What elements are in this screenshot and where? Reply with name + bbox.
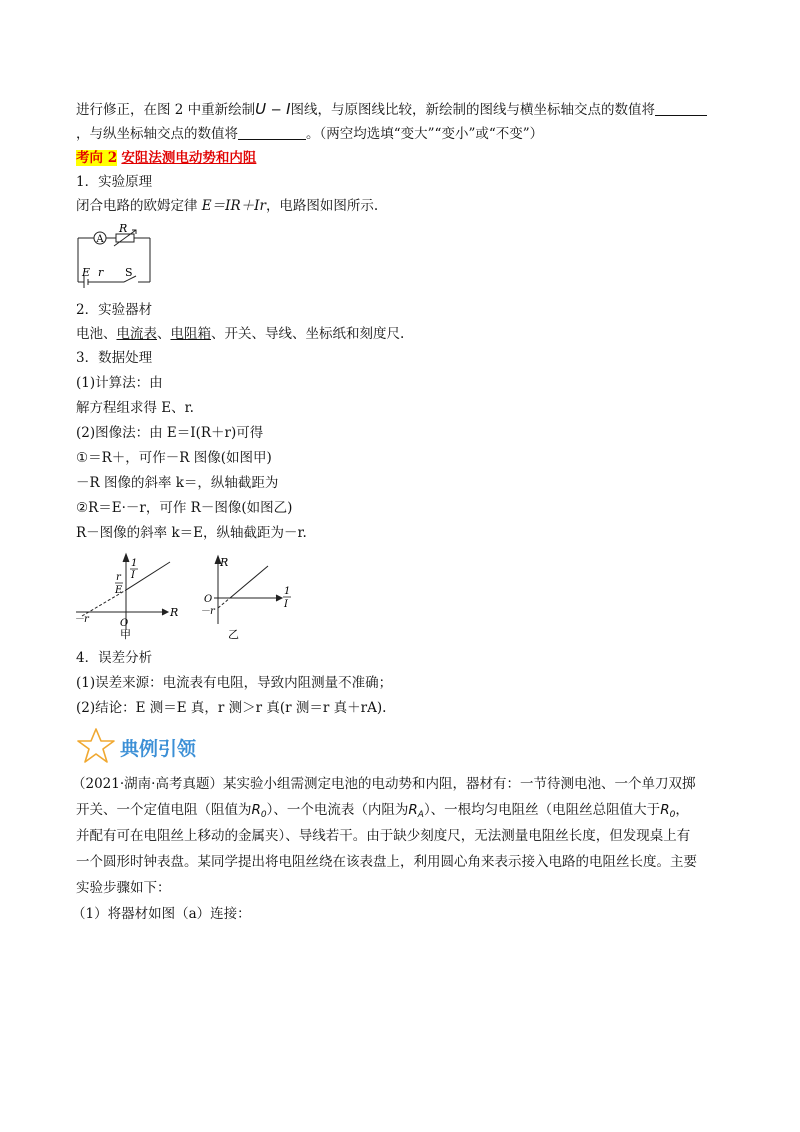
data-method-2-slope: R－图像的斜率 k＝E，纵轴截距为－r.	[76, 525, 307, 541]
ammeter-label: A	[96, 234, 104, 245]
resistor-label: R	[119, 222, 128, 235]
section-title	[76, 148, 256, 168]
equipment-heading: 2．实验器材	[76, 302, 153, 318]
graph-jia-y-num: 1	[131, 558, 138, 569]
data-heading: 3．数据处理	[76, 350, 153, 366]
error-conclusion: (2)结论：E 测＝E 真，r 测＞r 真(r 测＝r 真＋rA).	[76, 700, 387, 716]
error-source: (1)误差来源：电流表有电阻，导致内阻测量不准确；	[76, 675, 393, 691]
equipment-text: 电池、电流表、电阻箱、开关、导线、坐标纸和刻度尺.	[76, 326, 405, 342]
graph-yi-x-den: I	[284, 599, 288, 610]
data-solve: 解方程组求得 E、r.	[76, 400, 194, 416]
star-icon	[76, 726, 116, 766]
principle-heading: 1．实验原理	[76, 174, 153, 190]
data-method-2: ②R＝E·－r，可作 R－图像(如图乙)	[76, 500, 293, 516]
graph-yi-line	[230, 566, 268, 598]
graph-yi	[200, 550, 310, 642]
graph-yi-origin: O	[204, 594, 213, 605]
data-graph: (2)图像法：由 E＝I(R＋r)可得	[76, 425, 264, 441]
graph-jia-x-label: R	[170, 606, 179, 619]
symbol-ra: $R_A$	[408, 802, 424, 820]
ammeter-term: 电流表	[116, 326, 157, 342]
section-tag: 考向 2	[76, 150, 118, 166]
symbol-r0-2: $R_0$	[660, 802, 676, 820]
example-line-5: 实验步骤如下：	[76, 880, 171, 896]
ohm-formula: E＝IR＋Ir	[201, 198, 266, 214]
intro-line-1: 进行修正，在图 2 中重新绘制U − I图线，与原图线比较，新绘制的图线与横坐标轴交点的数值将	[76, 99, 707, 120]
graph-jia-caption: 甲	[120, 628, 131, 640]
graph-yi-neg-r: －r	[200, 606, 215, 617]
data-method-1: ①＝R＋，可作－R 图像(如图甲)	[76, 450, 272, 466]
graph-jia	[74, 550, 184, 640]
graph-jia-int-den: E	[115, 585, 123, 596]
example-line-4: 一个圆形时钟表盘。某同学提出将电阻丝绕在该表盘上，利用圆心角来表示接入电路的电阻丝长度。主要	[76, 854, 697, 870]
graph-jia-int-num: r	[116, 572, 121, 583]
data-calc: (1)计算法：由	[76, 375, 163, 391]
graph-yi-y-label: R	[220, 556, 229, 569]
resistance-box-term: 电阻箱	[170, 326, 211, 342]
error-heading: 4．误差分析	[76, 650, 153, 666]
circuit-diagram	[76, 222, 156, 288]
internal-resistance-label: r	[98, 266, 104, 279]
switch-label: S	[125, 266, 133, 279]
answer-blank-1[interactable]	[655, 101, 707, 116]
data-method-1-slope: －R 图像的斜率 k＝，纵轴截距为	[76, 475, 279, 491]
principle-text: 闭合电路的欧姆定律 E＝IR＋Ir，电路图如图所示.	[76, 198, 379, 214]
example-line-3: 并配有可在电阻丝上移动的金属夹）、导线若干。由于缺少刻度尺，无法测量电阻丝长度，但发现桌上有	[76, 828, 691, 844]
graph-yi-x-num: 1	[284, 586, 291, 597]
example-line-2: 开关、一个定值电阻（阻值为$R_0$）、一个电流表（内阻为$R_A$）、一根均匀电阻丝（电阻丝总阻值大于$R_0$，	[76, 802, 689, 820]
graph-jia-neg-r: －r	[74, 614, 89, 625]
example-line-6: （1）将器材如图（a）连接：	[72, 906, 251, 922]
graph-yi-extension	[218, 598, 230, 608]
example-line-1: （2021·湖南·高考真题）某实验小组需测定电池的电动势和内阻，器材有：一节待测电池、一个单刀双掷	[72, 776, 696, 792]
intro-line-2: ，与纵坐标轴交点的数值将 。（两空均选填“变大”“变小”或“不变”）	[76, 126, 544, 142]
example-banner	[76, 726, 276, 766]
symbol-r0: $R_0$	[251, 802, 267, 820]
section-heading: 安阻法测电动势和内阻	[121, 150, 257, 166]
emf-label: E	[82, 266, 91, 279]
graph-jia-y-den: I	[131, 570, 135, 581]
banner-title: 典例引领	[120, 738, 197, 760]
graph-jia-origin: O	[120, 618, 129, 629]
graph-yi-caption: 乙	[228, 628, 239, 641]
answer-blank-2[interactable]	[238, 125, 306, 140]
